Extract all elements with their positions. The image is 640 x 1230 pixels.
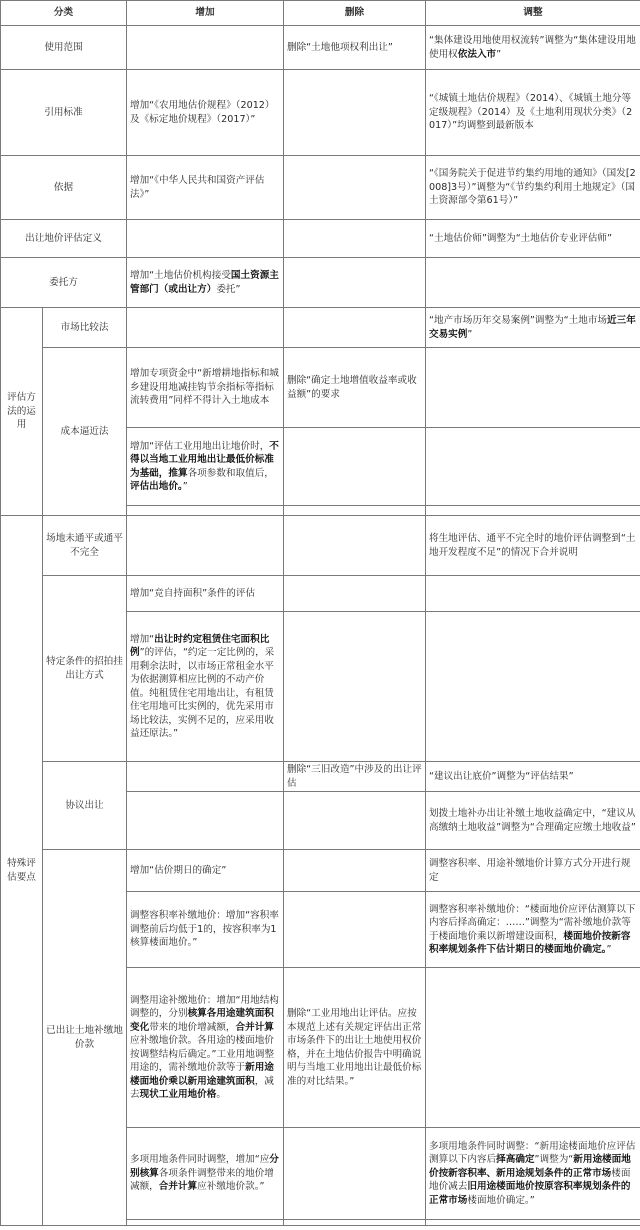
- delete-cell: 删除“确定土地增值收益率或收益额”的要求: [284, 348, 426, 428]
- text-span: 楼面地价确定。”: [467, 1194, 535, 1206]
- add-cell: [127, 762, 284, 792]
- text-span: 多项用地条件同时调整，增加“应: [130, 1154, 270, 1166]
- bold-span: 出让时约定租赁住宅面积比例: [130, 633, 270, 658]
- adjust-cell: [426, 258, 640, 308]
- bold-span: 新用途楼面地价乘以新用途建筑面积: [130, 1062, 274, 1087]
- delete-cell: [284, 892, 426, 968]
- bold-span: 新用途楼面地价按新容积率、新用途规划条件的正常市场: [429, 1154, 631, 1179]
- bold-span: 依法入市: [457, 48, 497, 60]
- add-cell: [127, 968, 284, 1128]
- table-row-supplement: [1, 850, 640, 892]
- bold-span: 旧用途楼面地价按原容积率规划条件的正常市场: [429, 1181, 631, 1206]
- delete-cell: [284, 506, 426, 516]
- text-span: 楼面地价减去: [429, 1167, 631, 1193]
- adjust-cell: [426, 26, 640, 70]
- delete-cell: [284, 516, 426, 576]
- delete-cell: [284, 612, 426, 762]
- text-span: ”: [606, 944, 612, 955]
- header-category: 分类: [1, 1, 127, 26]
- table-row-definition: [1, 220, 640, 258]
- adjust-cell: [426, 1128, 640, 1220]
- text-span: 增加“评估工业用地出让地价时，: [130, 440, 270, 452]
- header-adjust: 调整: [426, 1, 640, 26]
- bold-span: 近三年交易实例: [429, 315, 636, 340]
- text-span: ”调整为“: [534, 1154, 574, 1166]
- table-row-agreement: [1, 762, 640, 792]
- text-span: 各项参数和取值后，: [187, 467, 274, 479]
- delete-cell: [284, 1128, 426, 1220]
- delete-cell: 删除“土地他项权利出让”: [284, 26, 426, 70]
- adjust-cell: [426, 612, 640, 762]
- category-cell: 委托方: [1, 258, 127, 308]
- header-add: 增加: [127, 1, 284, 26]
- add-cell: [127, 1128, 284, 1220]
- bold-span: 择高确定: [496, 1154, 535, 1166]
- category-cell: 引用标准: [1, 70, 127, 156]
- text-span: 调整用途补缴地价：增加“用地结构调整的，分别: [130, 994, 279, 1019]
- text-span: ”: [182, 481, 188, 492]
- subcategory-cell: 市场比较法: [43, 308, 127, 348]
- text-span: ”: [496, 48, 502, 60]
- table-header-row: [1, 1, 640, 26]
- add-cell: [127, 26, 284, 70]
- table-row-scope: [1, 26, 640, 70]
- bold-span: 核算各用途建筑面积变化: [130, 1008, 274, 1033]
- adjust-cell: [426, 428, 640, 506]
- delete-cell: [284, 850, 426, 892]
- delete-cell: [284, 308, 426, 348]
- header-delete: 删除: [284, 1, 426, 26]
- add-cell: 增加“估价期日的确定”: [127, 850, 284, 892]
- text-span: “集体建设用地使用权流转”调整为“集体建设用地使用权: [429, 35, 636, 60]
- add-cell: [127, 792, 284, 850]
- delete-cell: [284, 156, 426, 220]
- delete-cell: [284, 220, 426, 258]
- adjust-cell: “《国务院关于促进节约集约用地的通知》（国发[2008]3号）”调整为“《节约集约利用土地规定》（国土资源部令第61号）”: [426, 156, 640, 220]
- text-span: “地产市场历年交易案例”调整为“土地市场: [429, 315, 608, 326]
- delete-cell: [284, 1220, 426, 1226]
- text-span: 多项用地条件同时调整：“新用途楼面地价应评估测算以下内容后: [429, 1140, 636, 1166]
- text-span: 调整容积率补缴地价：“楼面地价应评估测算以下内容后择高确定：……”调整为“需补缴地价款等于楼面地价乘以新增建设面积，: [429, 903, 636, 942]
- add-cell: 增加“竞自持面积”条件的评估: [127, 576, 284, 612]
- text-span: 增加“: [130, 633, 155, 645]
- text-span: ，减去: [130, 1075, 274, 1100]
- text-span: 应补缴地价款。”: [197, 1181, 265, 1193]
- table-row-market-comparison: [1, 308, 640, 348]
- category-cell: 评估方法的运用: [1, 308, 43, 516]
- subcategory-cell: 特定条件的招拍挂出让方式: [43, 576, 127, 762]
- add-cell: [127, 506, 284, 516]
- add-cell: [127, 1220, 284, 1226]
- bold-span: 分别核算: [130, 1154, 279, 1179]
- adjust-cell: [426, 1220, 640, 1226]
- delete-cell: [284, 576, 426, 612]
- text-span: ”: [467, 328, 473, 340]
- delete-cell: 删除“工业用地出让评估。应按本规范上述有关规定评估出正常市场条件下的出让土地使用权价格，并在土地估价报告中明确说明与当地工业用地出让最低价标准的对比结果。”: [284, 968, 426, 1128]
- text-span: 。: [216, 1089, 226, 1100]
- add-cell: [127, 516, 284, 576]
- bold-span: 评估出地价。: [130, 481, 183, 492]
- adjust-cell: 划拨土地补办出让补缴土地收益确定中，“建议从高缴纳土地收益”调整为“合理确定应缴土地收益”: [426, 792, 640, 850]
- adjust-cell: 调整容积率、用途补缴地价计算方式分开进行规定: [426, 850, 640, 892]
- add-cell: 调整容积率补缴地价：增加“容积率调整前后均低于1的，按容积率为1核算楼面地价。”: [127, 892, 284, 968]
- text-span: 各项条件调整带来的地价增减额，: [130, 1167, 274, 1193]
- text-span: 增加“土地估价机构接受: [130, 270, 231, 281]
- text-span: ”的评估，“约定一定比例的，采用剩余法时，以市场正常租金水平为依据测算相应比例的不动产价值。纯租赁住宅用地出让，有租赁住宅用地可比实例的，优先采用市场比较法，实例不足的，应采用收益还原法。”: [130, 647, 275, 739]
- add-cell: [127, 258, 284, 308]
- subcategory-cell: 已出让土地补缴地价款: [43, 850, 127, 1226]
- bold-span: 楼面地价按新容积率规划条件下估计期日的楼面地价确定。: [429, 930, 631, 955]
- table-row-cost-approach: [1, 348, 640, 428]
- adjust-cell: [426, 576, 640, 612]
- adjust-cell: “建议出让底价”调整为“评估结果”: [426, 762, 640, 792]
- adjust-cell: [426, 968, 640, 1128]
- add-cell: 增加“《中华人民共和国资产评估法》”: [127, 156, 284, 220]
- adjust-cell: [426, 892, 640, 968]
- add-cell: [127, 308, 284, 348]
- bold-span: 合并计算: [235, 1021, 274, 1033]
- category-cell: 出让地价评估定义: [1, 220, 127, 258]
- table-row-auction: [1, 576, 640, 612]
- adjust-cell: “《城镇土地估价规程》（2014）、《城镇土地分等定级规程》（2014）及《土地利用现状分类》（2017）”均调整到最新版本: [426, 70, 640, 156]
- add-cell: 增加“《农用地估价规程》（2012）及《标定地价规程》（2017）”: [127, 70, 284, 156]
- delete-cell: [284, 428, 426, 506]
- text-span: 委托”: [216, 283, 241, 295]
- category-cell: 使用范围: [1, 26, 127, 70]
- subcategory-cell: 成本逼近法: [43, 348, 127, 516]
- adjust-cell: “土地估价师”调整为“土地估价专业评估师”: [426, 220, 640, 258]
- subcategory-cell: 场地未通平或通平不完全: [43, 516, 127, 576]
- category-cell: 依据: [1, 156, 127, 220]
- text-span: 带来的地价增减额，: [149, 1021, 236, 1033]
- table-row-basis: [1, 156, 640, 220]
- bold-span: 国土资源主管部门（或出让方）: [130, 270, 279, 295]
- delete-cell: [284, 792, 426, 850]
- delete-cell: [284, 70, 426, 156]
- add-cell: 增加专项资金中“新增耕地指标和城乡建设用地减挂钩节余指标等指标流转费用”同样不得计入土地成本: [127, 348, 284, 428]
- adjust-cell: [426, 308, 640, 348]
- text-span: 应补缴地价款。各用途的楼面地价按调整结构后确定。”工业用地调整用途的，需补缴地价款等于: [130, 1035, 275, 1073]
- adjust-cell: [426, 506, 640, 516]
- delete-cell: 删除“三旧改造”中涉及的出让评估: [284, 762, 426, 792]
- add-cell: [127, 612, 284, 762]
- subcategory-cell: 协议出让: [43, 762, 127, 850]
- delete-cell: [284, 258, 426, 308]
- bold-span: 合并计算: [158, 1181, 198, 1193]
- table-row-site-leveling: [1, 516, 640, 576]
- bold-span: 现状工业用地价格: [139, 1089, 217, 1100]
- category-cell: 特殊评估要点: [1, 516, 43, 1226]
- adjust-cell: 将生地评估、通平不完全时的地价评估调整到“土地开发程度不足”的情况下合并说明: [426, 516, 640, 576]
- add-cell: [127, 220, 284, 258]
- table-row-reference: [1, 70, 640, 156]
- add-cell: [127, 428, 284, 506]
- bold-span: 不得以当地工业用地出让最低价标准为基础，推算: [130, 440, 279, 479]
- table-row-client: [1, 258, 640, 308]
- adjust-cell: [426, 348, 640, 428]
